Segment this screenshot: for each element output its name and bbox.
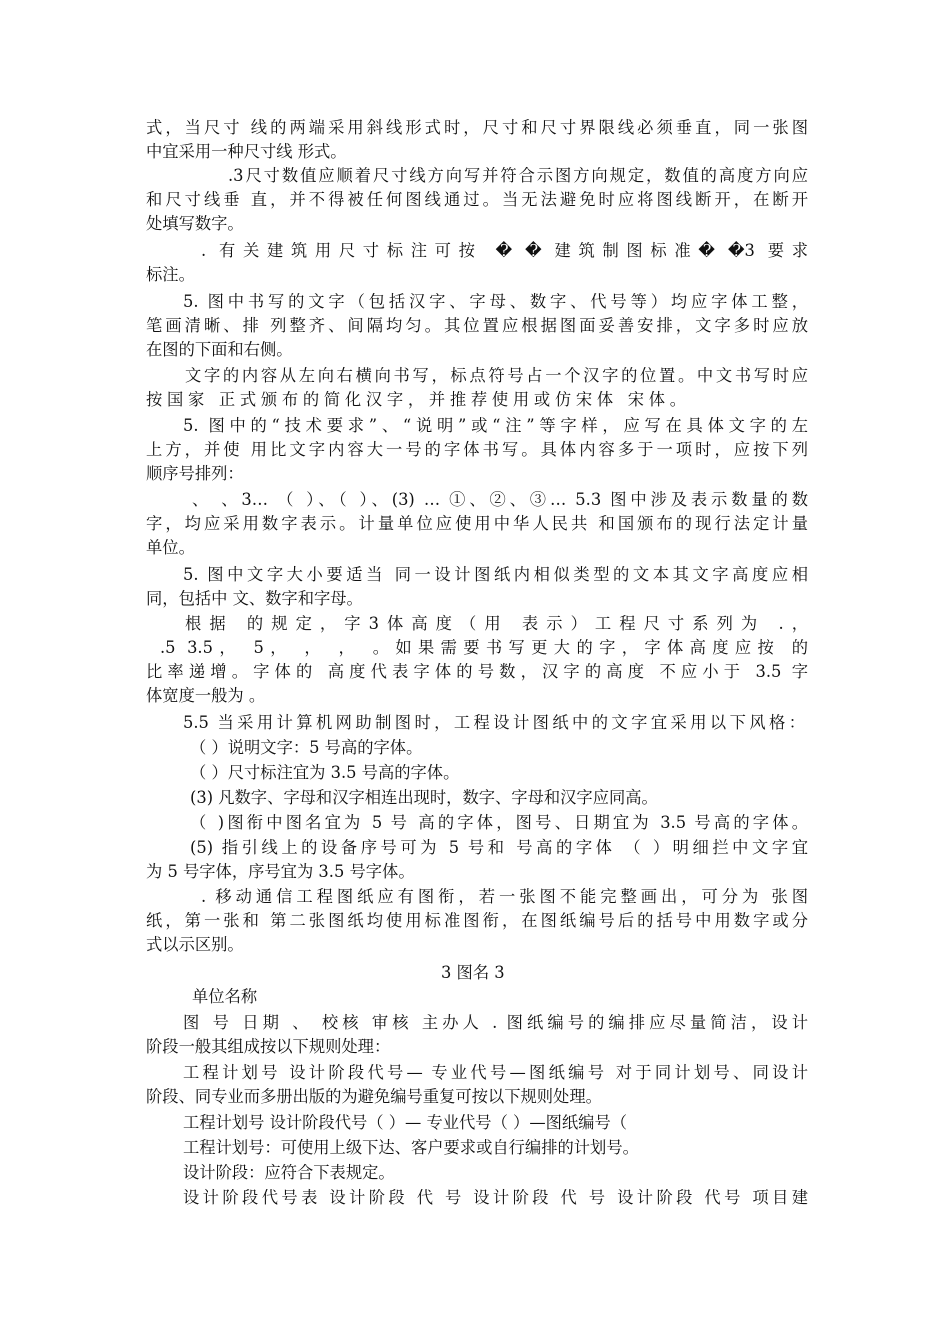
- text-line: 阶段一般其组成按以下规则处理：: [146, 1037, 391, 1056]
- text-line: . 移动通信工程图纸应有图衔，若一张图不能完整画出，可分为 张图: [201, 887, 808, 906]
- text-line: 单位名称: [192, 987, 258, 1006]
- text-line: 文字的内容从左向右横向书写，标点符号占一个汉字的位置。中文书写时应: [185, 366, 808, 385]
- text-line: 、 、3… （ ）、（ ）、(3) … ①、②、③… 5.3 图中涉及表示数量的数: [192, 490, 808, 509]
- text-line: 同，包括中 文、数字和字母。: [146, 589, 363, 608]
- text-line: 设计阶段代号表 设计阶段 代 号 设计阶段 代 号 设计阶段 代号 项目建: [183, 1188, 808, 1207]
- text-line: 工程计划号 设计阶段代号（ ）— 专业代号（ ）—图纸编号（: [183, 1113, 628, 1132]
- text-line: 阶段、同专业而多册出版的为避免编号重复可按以下规则处理。: [146, 1087, 602, 1106]
- text-line: 笔画清晰、排 列整齐、间隔均匀。其位置应根据图面妥善安排，文字多时应放: [146, 316, 808, 335]
- text-line: （ ）说明文字：5 号高的字体。: [190, 738, 423, 757]
- text-line: 为 5 号字体，序号宜为 3.5 号字体。: [146, 862, 415, 881]
- text-line: 图 号 日期 、 校核 审核 主办人 . 图纸编号的编排应尽量简洁，设计: [183, 1013, 808, 1032]
- text-line: 标注。: [146, 265, 195, 284]
- text-line: .5 3.5， 5， ， ， 。如果需要书写更大的字，字体高度应按 的: [160, 638, 808, 657]
- text-line: (5) 指引线上的设备序号可为 5 号和 号高的字体 （ ）明细拦中文字宜: [190, 838, 808, 857]
- text-line: 上方，并使 用比文字内容大一号的字体书写。具体内容多于一项时，应按下列: [146, 440, 808, 459]
- text-line: （ )图衔中图名宜为 5 号 高的字体，图号、日期宜为 3.5 号高的字体。: [190, 813, 808, 832]
- text-line: 5.5 当采用计算机网助制图时，工程设计图纸中的文字宜采用以下风格：: [183, 713, 805, 732]
- text-line: 式，当尺寸 线的两端采用斜线形式时，尺寸和尺寸界限线必须垂直，同一张图: [146, 118, 808, 137]
- text-line: （ ）尺寸标注宜为 3.5 号高的字体。: [190, 763, 460, 782]
- text-line: 字，均应采用数字表示。计量单位应使用中华人民共 和国颁布的现行法定计量: [146, 514, 808, 533]
- text-line: 比率递增。字体的 高度代表字体的号数，汉字的高度 不应小于 3.5 字: [146, 662, 808, 681]
- text-line: 中宜采用一种尺寸线 形式。: [146, 142, 347, 161]
- text-line: 设计阶段：应符合下表规定。: [183, 1163, 395, 1182]
- text-line: 顺序号排列：: [146, 464, 244, 483]
- text-line: 5. 图中文字大小要适当 同一设计图纸内相似类型的文本其文字高度应相: [183, 565, 808, 584]
- text-line: 体宽度一般为 。: [146, 686, 266, 705]
- text-line: 5. 图中书写的文字（包括汉字、字母、数字、代号等）均应字体工整，: [183, 292, 808, 311]
- text-line: 3 图名 3: [441, 963, 505, 982]
- text-line: 工程计划号：可使用上级下达、客户要求或自行编排的计划号。: [183, 1138, 639, 1157]
- text-line: 纸，第一张和 第二张图纸均使用标准图衔，在图纸编号后的括号中用数字或分: [146, 911, 808, 930]
- text-line: 式以示区别。: [146, 935, 244, 954]
- text-line: 在图的下面和右侧。: [146, 340, 293, 359]
- text-line: 根据 的规定，字3体高度（用 表示）工程尺寸系列为 .，: [185, 614, 808, 633]
- text-line: . 有关建筑用尺寸标注可按 � � 建筑制图标准� �3 要求: [201, 241, 808, 260]
- text-line: 单位。: [146, 538, 195, 557]
- text-line: .3尺寸数值应顺着尺寸线方向写并符合示图方向规定，数值的高度方向应: [228, 166, 808, 185]
- text-line: (3) 凡数字、字母和汉字相连出现时，数字、字母和汉字应同高。: [190, 788, 658, 807]
- text-line: 处填写数字。: [146, 214, 244, 233]
- text-line: 按国家 正式颁布的简化汉字，并推荐使用或仿宋体 宋体。: [146, 390, 686, 409]
- text-line: 工程计划号 设计阶段代号— 专业代号—图纸编号 对于同计划号、同设计: [183, 1063, 808, 1082]
- text-line: 和尺寸线垂 直，并不得被任何图线通过。当无法避免时应将图线断开，在断开: [146, 190, 808, 209]
- text-line: 5. 图中的“技术要求”、“说明”或“注”等字样，应写在具体文字的左: [183, 416, 808, 435]
